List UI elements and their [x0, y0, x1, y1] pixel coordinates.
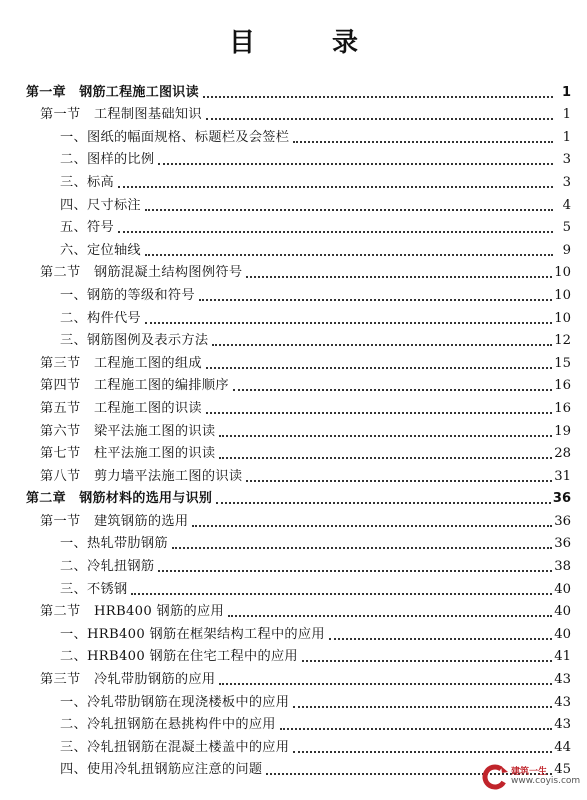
toc-item[interactable]	[24, 236, 571, 259]
toc-item[interactable]	[24, 620, 571, 643]
toc-section[interactable]	[24, 394, 571, 417]
toc-entry-label: 第四节 工程施工图的编排顺序	[40, 378, 229, 394]
toc-entry-label: 第三节 冷轧带肋钢筋的应用	[40, 672, 216, 688]
dot-leader	[172, 545, 552, 549]
toc-page-number: 1	[562, 107, 571, 123]
toc-entry-label: 三、冷轧扭钢筋在混凝土楼盖中的应用	[60, 739, 290, 755]
dot-leader	[206, 410, 552, 414]
toc-entry-label: 第二章 钢筋材料的选用与识别	[26, 491, 213, 507]
toc-page-number: 19	[554, 423, 571, 439]
toc-item[interactable]	[24, 530, 571, 553]
toc-page-number: 12	[554, 333, 571, 349]
toc-page-number: 15	[554, 355, 571, 371]
toc-entry-label: 一、冷轧带肋钢筋在现浇楼板中的应用	[60, 694, 290, 710]
toc-item[interactable]	[24, 214, 571, 237]
dot-leader	[158, 161, 553, 165]
toc-page-number: 4	[562, 197, 571, 213]
toc-section[interactable]	[24, 101, 571, 124]
toc-page-number: 36	[554, 513, 571, 529]
dot-leader	[246, 478, 552, 482]
toc-entry-label: 第一章 钢筋工程施工图识读	[26, 84, 199, 100]
toc-page-number: 9	[562, 242, 571, 258]
toc-section[interactable]	[24, 417, 571, 440]
dot-leader	[203, 94, 553, 98]
toc-section[interactable]	[24, 349, 571, 372]
toc-item[interactable]	[24, 643, 571, 666]
dot-leader	[145, 252, 553, 256]
dot-leader	[131, 591, 552, 595]
toc-section[interactable]	[24, 598, 571, 621]
toc-entry-label: 一、HRB400 钢筋在框架结构工程中的应用	[60, 626, 325, 642]
toc-page-number: 40	[554, 581, 571, 597]
dot-leader	[280, 726, 552, 730]
toc-entry-label: 六、定位轴线	[60, 242, 141, 258]
toc-item[interactable]	[24, 168, 571, 191]
toc-page-number: 16	[554, 400, 571, 416]
toc-page-number: 16	[554, 378, 571, 394]
toc-entry-label: 第七节 柱平法施工图的识读	[40, 446, 216, 462]
watermark	[481, 762, 581, 792]
toc-entry-label: 四、尺寸标注	[60, 197, 141, 213]
toc-section[interactable]	[24, 440, 571, 463]
toc-entry-label: 二、冷轧扭钢筋	[60, 559, 155, 575]
dot-leader	[219, 455, 552, 459]
toc-page-number: 38	[554, 559, 571, 575]
watermark-name: 建筑一生	[511, 767, 548, 777]
toc-entry-label: 第八节 剪力墙平法施工图的识读	[40, 468, 243, 484]
dot-leader	[118, 184, 553, 188]
toc-entry-label: 一、图纸的幅面规格、标题栏及会签栏	[60, 129, 290, 145]
toc-entry-label: 第五节 工程施工图的识读	[40, 400, 202, 416]
dot-leader	[216, 500, 551, 504]
toc-section[interactable]	[24, 665, 571, 688]
toc-entry-label: 第六节 梁平法施工图的识读	[40, 423, 216, 439]
toc-item[interactable]	[24, 688, 571, 711]
toc-item[interactable]	[24, 733, 571, 756]
toc-section[interactable]	[24, 507, 571, 530]
toc-page-number: 43	[554, 694, 571, 710]
toc-entry-label: 第一节 工程制图基础知识	[40, 107, 202, 123]
toc-entry-label: 第三节 工程施工图的组成	[40, 355, 202, 371]
toc-page-number: 44	[554, 739, 571, 755]
dot-leader	[145, 207, 553, 211]
toc-entry-label: 二、构件代号	[60, 310, 141, 326]
toc-chapter[interactable]	[24, 78, 571, 101]
toc-entry-label: 三、标高	[60, 174, 114, 190]
toc-page-number: 40	[554, 604, 571, 620]
toc-item[interactable]	[24, 191, 571, 214]
toc-entry-label: 二、图样的比例	[60, 152, 155, 168]
toc-page-number: 3	[562, 152, 571, 168]
dot-leader	[228, 613, 552, 617]
toc-item[interactable]	[24, 304, 571, 327]
toc-page-number: 10	[554, 310, 571, 326]
dot-leader	[293, 704, 552, 708]
dot-leader	[302, 658, 552, 662]
toc-entry-label: 五、符号	[60, 220, 114, 236]
toc-page-number: 10	[554, 265, 571, 281]
toc-entry-label: 一、热轧带肋钢筋	[60, 536, 168, 552]
toc-page-number: 43	[554, 717, 571, 733]
dot-leader	[145, 320, 552, 324]
toc-item[interactable]	[24, 552, 571, 575]
toc-entry-label: 一、钢筋的等级和符号	[60, 287, 195, 303]
toc-entry-label: 三、钢筋图例及表示方法	[60, 333, 209, 349]
toc-entry-label: 第二节 钢筋混凝土结构图例符号	[40, 265, 243, 281]
toc-item[interactable]	[24, 146, 571, 169]
toc-page-number: 36	[552, 491, 571, 507]
toc-entry-label: 三、不锈钢	[60, 581, 128, 597]
dot-leader	[329, 636, 552, 640]
toc-entry-label: 二、HRB400 钢筋在住宅工程中的应用	[60, 649, 298, 665]
toc-item[interactable]	[24, 327, 571, 350]
dot-leader	[192, 523, 552, 527]
toc-page-number: 45	[554, 762, 571, 778]
watermark-url: www.coyis.com	[511, 776, 581, 786]
dot-leader	[199, 297, 552, 301]
dot-leader	[206, 365, 552, 369]
dot-leader	[206, 116, 553, 120]
toc-item[interactable]	[24, 123, 571, 146]
toc-item[interactable]	[24, 281, 571, 304]
toc-section[interactable]	[24, 462, 571, 485]
dot-leader	[293, 139, 553, 143]
dot-leader	[118, 229, 553, 233]
toc-page-number: 1	[562, 129, 571, 145]
site-logo-icon	[481, 762, 511, 792]
toc-section[interactable]	[24, 259, 571, 282]
toc-section[interactable]	[24, 372, 571, 395]
dot-leader	[212, 342, 552, 346]
dot-leader	[293, 749, 552, 753]
toc-item[interactable]	[24, 575, 571, 598]
dot-leader	[219, 433, 552, 437]
dot-leader	[233, 387, 552, 391]
toc-page-number: 28	[554, 446, 571, 462]
toc-page-number: 10	[554, 287, 571, 303]
toc-entry-label: 二、冷轧扭钢筋在悬挑构件中的应用	[60, 717, 276, 733]
table-of-contents	[24, 78, 571, 778]
toc-page-number: 3	[562, 174, 571, 190]
toc-page-number: 40	[554, 626, 571, 642]
toc-entry-label: 四、使用冷轧扭钢筋应注意的问题	[60, 762, 263, 778]
dot-leader	[219, 681, 552, 685]
toc-page-number: 36	[554, 536, 571, 552]
toc-chapter[interactable]	[24, 485, 571, 508]
page-title: 目 录	[228, 28, 393, 58]
toc-page-number: 1	[561, 84, 571, 100]
toc-page-number: 5	[562, 220, 571, 236]
toc-entry-label: 第二节 HRB400 钢筋的应用	[40, 604, 224, 620]
toc-page-number: 31	[554, 468, 571, 484]
toc-page-number: 43	[554, 672, 571, 688]
dot-leader	[246, 274, 552, 278]
dot-leader	[158, 568, 552, 572]
toc-entry-label: 第一节 建筑钢筋的选用	[40, 513, 189, 529]
toc-page-number: 41	[554, 649, 571, 665]
toc-item[interactable]	[24, 711, 571, 734]
